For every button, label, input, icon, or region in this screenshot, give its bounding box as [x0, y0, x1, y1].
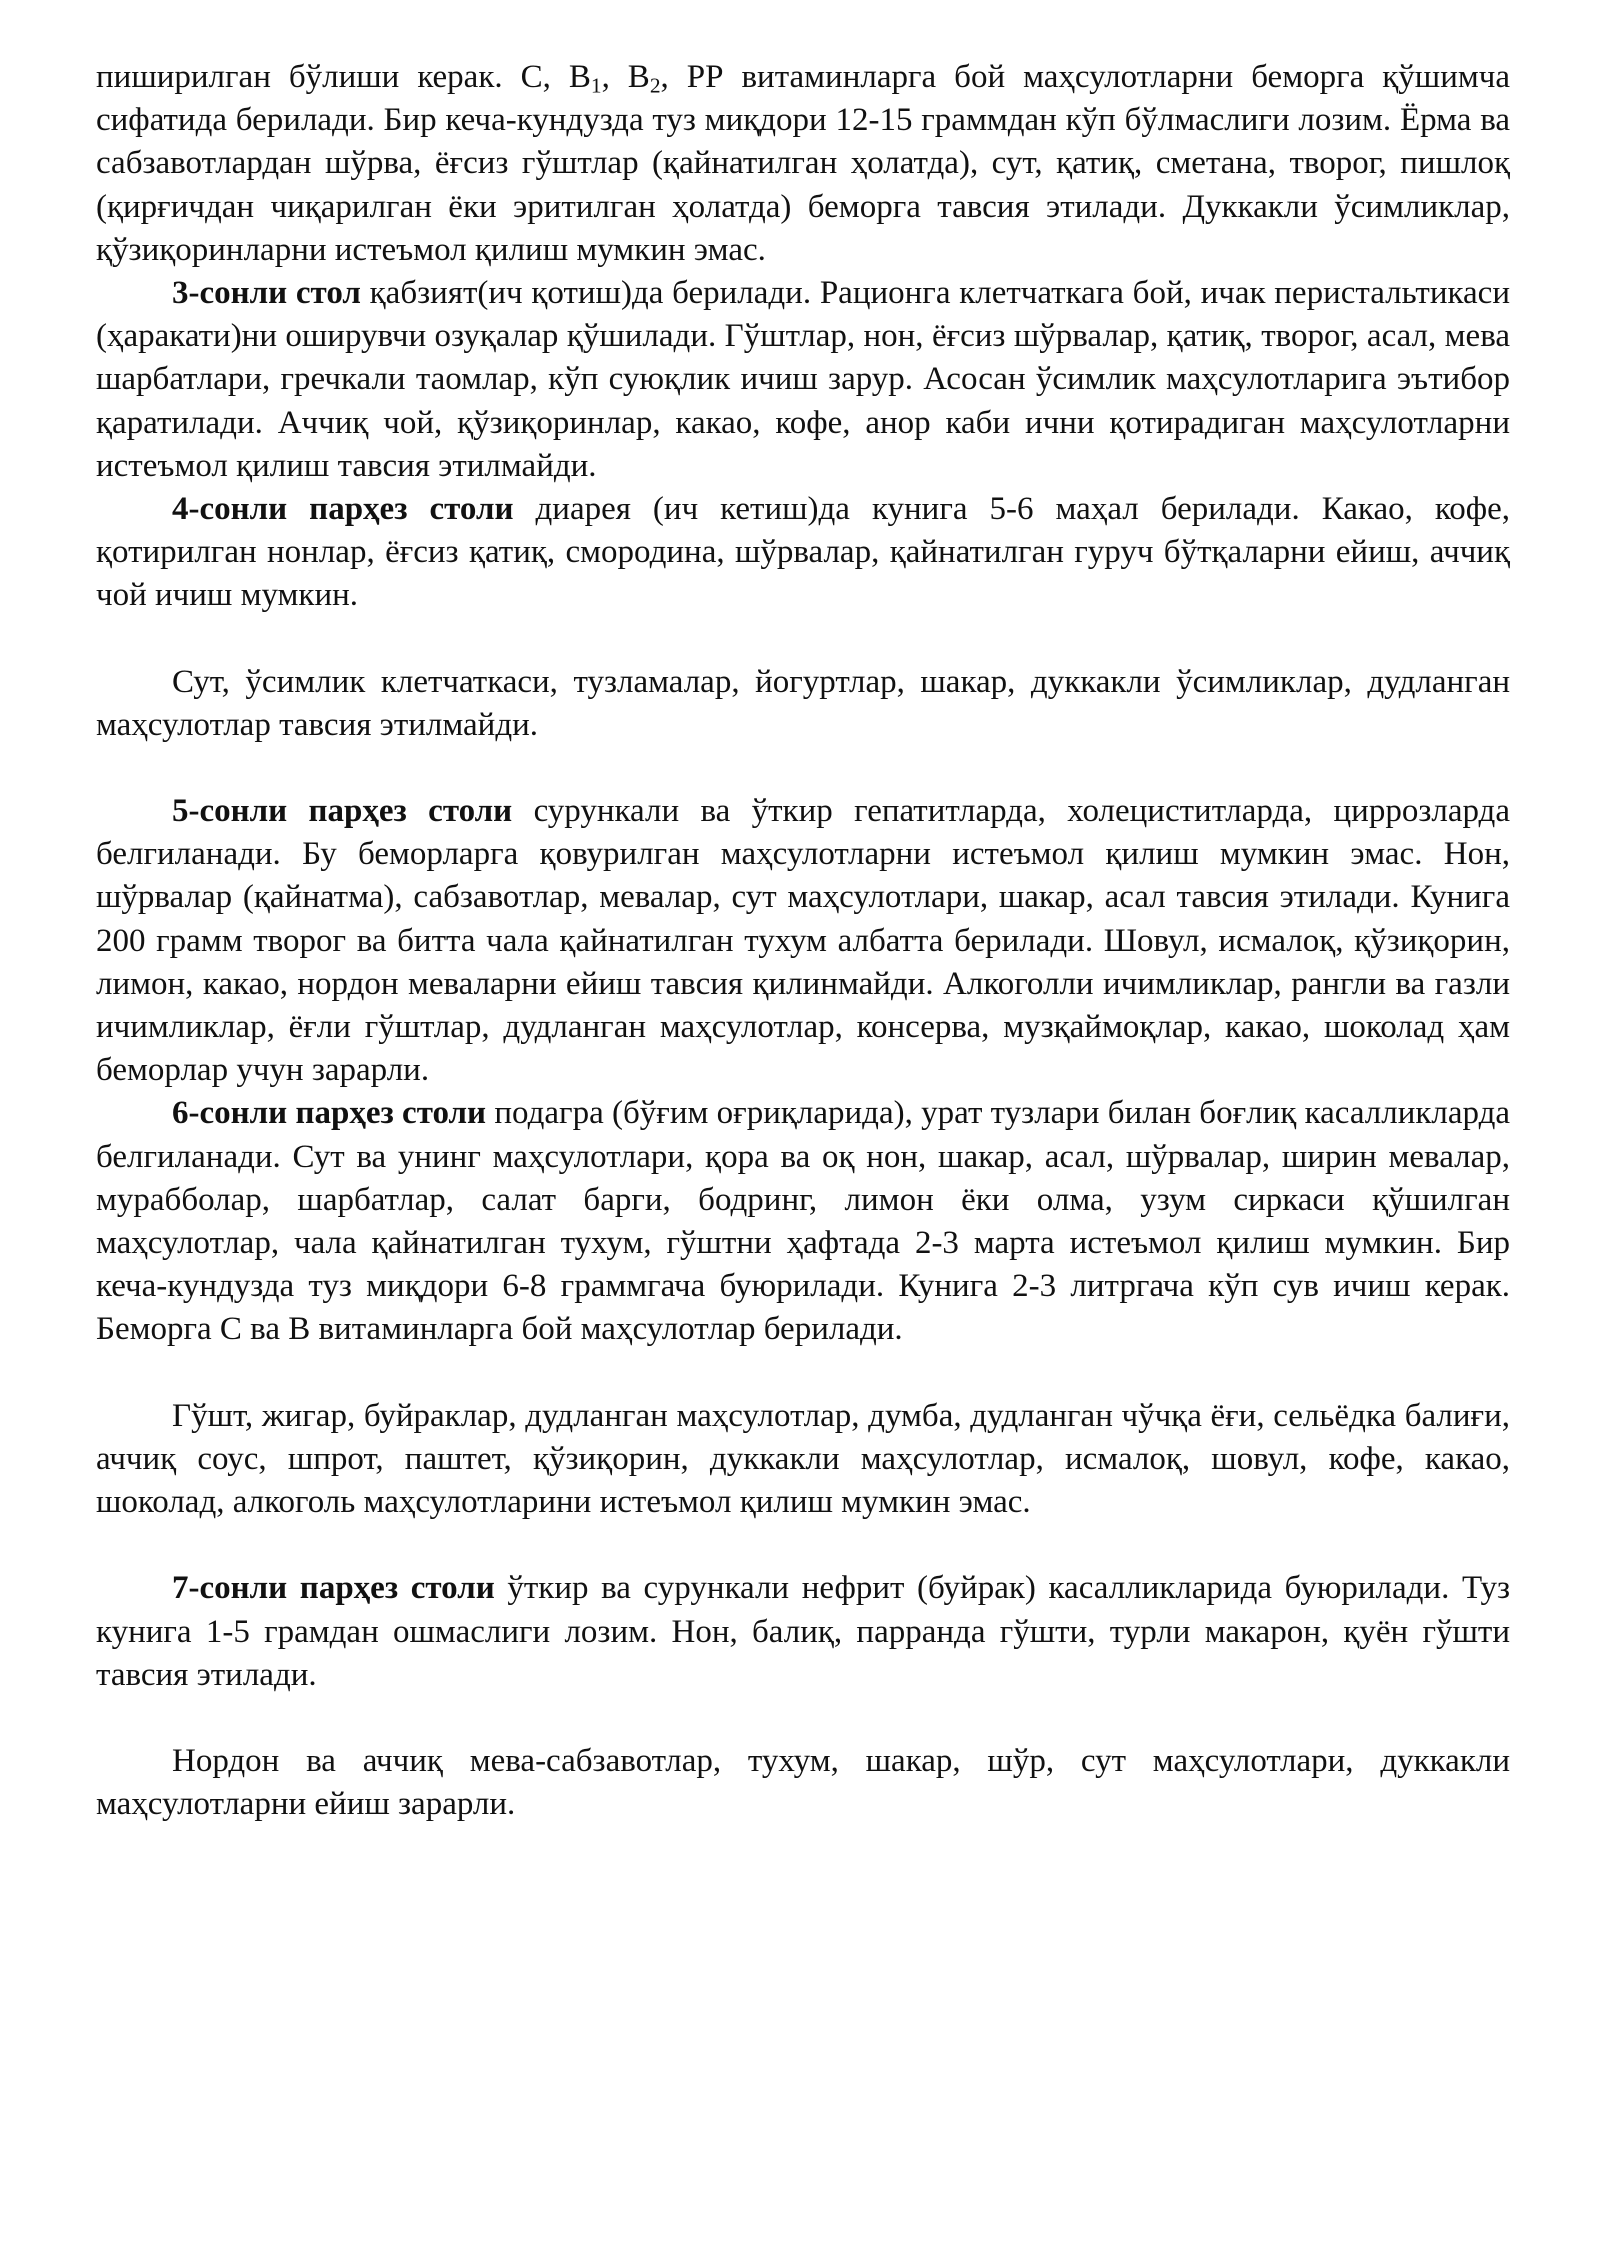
table-5-text: сурункали ва ўткир гепатитларда, холециститларда, циррозларда белгиланади. Бу беморларга қовурилган маҳсулотларни истеъмол қилиш мумкин эмас. Нон, шўрвалар (қайнатма), сабзавотлар, мевалар, сут маҳсулотлари, шакар, асал тавсия этилади. Кунига 200 грамм творог ва битта чала қайнатилган тухум албатта берилади. Шовул, исмалоқ, қўзиқорин, лимон, какао, нордон меваларни ейиш тавсия қилинмайди. Алкоголли ичимликлар, рангли ва газли ичимликлар, ёғли гўштлар, дудланган маҳсулотлар, консерва, музқаймоқлар, какао, шоколад ҳам беморлар учун зарарли. [96, 793, 1510, 1089]
paragraph-table-6 [96, 1092, 1510, 1351]
table-4-text: диарея (ич кетиш)да кунига 5-6 маҳал берилади. Какао, кофе, қотирилган нонлар, ёғсиз қатиқ, смородина, шўрвалар, қайнатилган гуруч бўтқаларни ейиш, аччиқ чой ичиш мумкин. [96, 491, 1511, 614]
paragraph-table-4 [96, 488, 1510, 618]
table-4-heading: 4-сонли парҳез столи [172, 491, 514, 528]
table-6-heading: 6-сонли парҳез столи [172, 1095, 487, 1132]
table-7-text: ўткир ва сурункали нефрит (буйрак) касалликларида буюрилади. Туз кунига 1-5 грамдан ошмаслиги лозим. Нон, балиқ, парранда гўшти, турли макарон, қуён гўшти тавсия этилади. [96, 1570, 1511, 1693]
paragraph-table-6-note: Гўшт, жигар, буйраклар, дудланган маҳсулотлар, думба, дудланган чўчқа ёғи, сельёдка балиғи, аччиқ соус, шпрот, паштет, қўзиқорин, дуккакли маҳсулотлар, исмалоқ, шовул, кофе, какао, шоколад, алкоголь маҳсулотларини истеъмол қилиш мумкин эмас. [96, 1397, 1510, 1521]
intro-text-a: пиширилган бўлиши керак. С, В [96, 59, 591, 95]
paragraph-table-3 [96, 272, 1510, 488]
paragraph-table-7-note: Нордон ва аччиқ мева-сабзавотлар, тухум, шакар, шўр, сут маҳсулотлари, дуккакли маҳсулотларни ейиш зарарли. [96, 1742, 1510, 1823]
paragraph-table-7 [96, 1567, 1510, 1697]
intro-sub-2: 2 [649, 73, 661, 98]
table-3-text: қабзият(ич қотиш)да берилади. Рационга клетчаткага бой, ичак перистальтикаси (ҳаракати)ни оширувчи озуқалар қўшилади. Гўштлар, нон, ёғсиз шўрвалар, қатиқ, творог, асал, мева шарбатлари, гречкали таомлар, кўп суюқлик ичиш зарур. Асосан ўсимлик маҳсулотларига эътибор қаратилади. Аччиқ чой, қўзиқоринлар, какао, кофе, анор каби ични қотирадиган маҳсулотларни истеъмол қилиш тавсия этилмайди. [96, 275, 1510, 484]
intro-sub-1: 1 [590, 73, 602, 98]
paragraph-table-4-note: Сут, ўсимлик клетчаткаси, тузламалар, йогуртлар, шакар, дуккакли ўсимликлар, дудланган маҳсулотлар тавсия этилмайди. [96, 663, 1510, 743]
table-3-heading: 3-сонли стол [172, 275, 361, 312]
paragraph-table-5 [96, 790, 1510, 1092]
document-page [96, 56, 1510, 1826]
intro-text-c: , РР витаминларга бой маҳсулотларни беморга қўшимча сифатида берилади. Бир кеча-кундузда туз миқдори 12-15 граммдан кўп бўлмаслиги лозим. Ёрма ва сабзавотлардан шўрва, ёғсиз гўштлар (қайнатилган ҳолатда), сут, қатиқ, сметана, творог, пишлоқ (қирғичдан чиқарилган ёки эритилган ҳолатда) беморга тавсия этилади. Дуккакли ўсимликлар, қўзиқоринларни истеъмол қилиш мумкин эмас. [96, 59, 1510, 268]
table-7-heading: 7-сонли парҳез столи [172, 1570, 495, 1607]
table-6-text: подагра (бўғим оғриқларида), урат тузлари билан боғлиқ касалликларда белгиланади. Сут ва унинг маҳсулотлари, қора ва оқ нон, шакар, асал, шўрвалар, ширин мевалар, мурабболар, шарбатлар, салат барги, бодринг, лимон ёки олма, узум сиркаси қўшилган маҳсулотлар, чала қайнатилган тухум, гўштни ҳафтада 2-3 марта истеъмол қилиш мумкин. Бир кеча-кундузда туз миқдори 6-8 граммгача буюрилади. Кунига 2-3 литргача кўп сув ичиш керак. Беморга С ва В витаминларга бой маҳсулотлар берилади. [96, 1095, 1511, 1348]
paragraph-intro [96, 56, 1510, 272]
table-5-heading: 5-сонли парҳез столи [172, 793, 513, 830]
intro-text-b: , В [601, 59, 650, 95]
